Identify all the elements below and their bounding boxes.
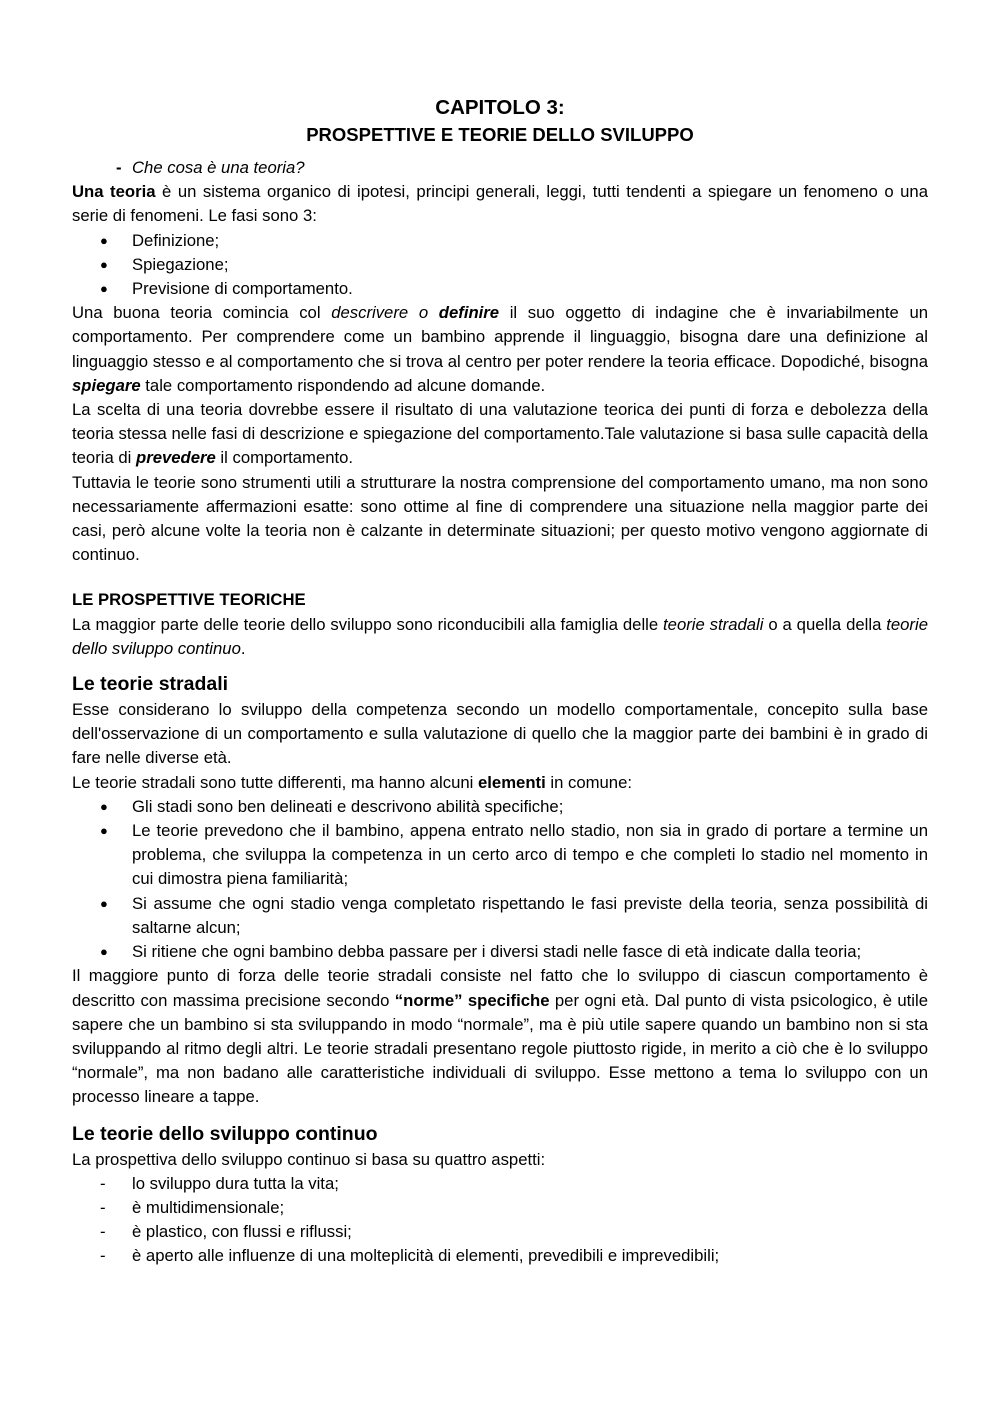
dash-marker: - (100, 1197, 106, 1217)
list-item: - lo sviluppo dura tutta la vita; (72, 1172, 928, 1196)
list-item: ● Definizione; (72, 229, 928, 253)
stradali-paragraph-2: Le teorie stradali sono tutte differenti, ma hanno alcuni elementi in comune: (72, 772, 632, 792)
list-item: - è multidimensionale; (72, 1196, 928, 1220)
list-item: ● Gli stadi sono ben delineati e descrivono abilità specifiche; (72, 795, 928, 819)
continuo-heading: Le teorie dello sviluppo continuo (72, 1122, 378, 1145)
bullet-icon: ● (100, 281, 108, 297)
list-item: ● Le teorie prevedono che il bambino, appena entrato nello stadio, non sia in grado di portare a termine un problema, che sviluppa la competenza in un certo arco di tempo e che completi lo stadio nel momento in cui dimostra piena familiarità; (100, 821, 928, 889)
dash-marker: - (100, 1173, 106, 1193)
bullet-icon: ● (100, 798, 108, 814)
dash-marker: - (100, 1222, 106, 1242)
choice-paragraph: La scelta di una teoria dovrebbe essere il risultato di una valutazione teorica dei punti di forza e debolezza della teoria stessa nelle fasi di descrizione e spiegazione del comportamento.Tale valutazione si basa sulle capacità della teoria di prevedere il comportamento. (72, 400, 928, 468)
bullet-icon: ● (100, 823, 108, 839)
stradali-elements-list (72, 795, 928, 964)
bullet-icon: ● (100, 256, 108, 272)
prospettive-paragraph: La maggior parte delle teorie dello sviluppo sono riconducibili alla famiglia delle teorie stradali o a quella della teorie dello sviluppo continuo. (72, 614, 928, 658)
however-paragraph: Tuttavia le teorie sono strumenti utili a strutturare la nostra comprensione del comportamento umano, ma non sono necessariamente affermazioni esatte: sono ottime al fine di comprendere una situazione nella maggior parte dei casi, però alcune volte la teoria non è calzante in determinate situazioni; per questo motivo vengono aggiornate di continuo. (72, 472, 928, 565)
list-item: - è plastico, con flussi e riflussi; (72, 1220, 928, 1244)
phases-list (72, 229, 928, 302)
list-item: ● Si ritiene che ogni bambino debba passare per i diversi stadi nelle fasce di età indicate dalla teoria; (72, 940, 928, 964)
list-item: ● Si assume che ogni stadio venga completato rispettando le fasi previste della teoria, senza possibilità di saltarne alcun; (100, 893, 928, 937)
list-item: - è aperto alle influenze di una molteplicità di elementi, prevedibili e imprevedibili; (72, 1244, 928, 1268)
list-item: ● Previsione di comportamento. (72, 277, 928, 301)
chapter-title: CAPITOLO 3: (435, 96, 565, 119)
dash-marker: - (100, 1246, 106, 1266)
question-text: Che cosa è una teoria? (132, 158, 305, 177)
bullet-icon: ● (100, 895, 108, 911)
stradali-paragraph-1: Esse considerano lo sviluppo della competenza secondo un modello comportamentale, concepito sulla base dell'osservazione di un comportamento e sulla valutazione di quello che la maggior parte dei bambini è in grado di fare nelle diverse età. (72, 700, 928, 768)
chapter-subtitle: PROSPETTIVE E TEORIE DELLO SVILUPPO (306, 124, 694, 145)
prospettive-heading: LE PROSPETTIVE TEORICHE (72, 590, 306, 610)
dash-marker: - (116, 158, 122, 177)
stradali-heading: Le teorie stradali (72, 673, 229, 696)
bullet-icon: ● (100, 944, 108, 960)
intro-text: è un sistema organico di ipotesi, principi generali, leggi, tutti tendenti a spiegare un fenomeno o una serie di fenomeni. Le fasi sono 3: (72, 182, 928, 226)
list-item: ● Spiegazione; (72, 253, 928, 277)
bullet-icon: ● (100, 232, 108, 248)
intro-bold: Una teoria (72, 182, 156, 202)
intro-paragraph (72, 180, 928, 228)
question-line (72, 156, 928, 180)
continuo-aspects-list (72, 1172, 928, 1269)
good-theory-paragraph: Una buona teoria comincia col descrivere o definire il suo oggetto di indagine che è invariabilmente un comportamento. Per comprendere come un bambino apprende il linguaggio, bisogna dare una definizione al linguaggio stesso e al comportamento che si trova al centro per poter rendere la teoria efficace. Dopodiché, bisogna spiegare tale comportamento rispondendo ad alcune domande. (72, 303, 929, 395)
continuo-intro: La prospettiva dello sviluppo continuo si basa su quattro aspetti: (72, 1149, 546, 1169)
stradali-paragraph-3: Il maggiore punto di forza delle teorie stradali consiste nel fatto che lo sviluppo di ciascun comportamento è descritto con massima precisione secondo “norme” specifiche per ogni età. Dal punto di vista psicologico, è utile sapere che un bambino si sta sviluppando in modo “normale”, ma è più utile sapere quando un bambino non si sta sviluppando al ritmo degli altri. Le teorie stradali presentano regole piuttosto rigide, in merito a ciò che è lo sviluppo “normale”, ma non badano alle caratteristiche individuali di sviluppo. Esse mettono a tema lo sviluppo con un processo lineare a tappe. (72, 966, 928, 1107)
